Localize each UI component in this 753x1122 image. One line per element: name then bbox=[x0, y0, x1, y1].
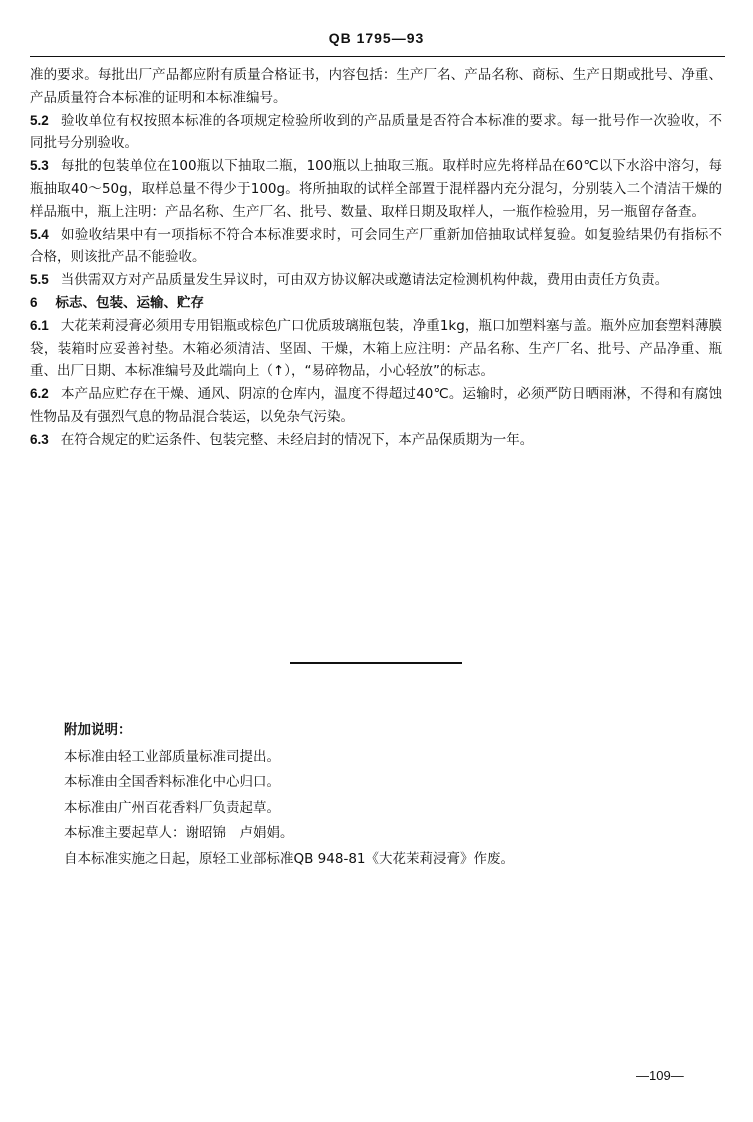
clause-number: 5.3 bbox=[30, 158, 49, 174]
clause-text: 当供需双方对产品质量发生异议时，可由双方协议解决或邀请法定检测机构仲裁，费用由责任方负责。 bbox=[60, 272, 669, 289]
additional-notes bbox=[64, 718, 724, 872]
clause-text: 验收单位有权按照本标准的各项规定检验所收到的产品质量是否符合本标准的要求。每一批号作一次验收，不同批号分别验收。 bbox=[30, 112, 722, 152]
clause-6-3 bbox=[30, 429, 722, 452]
clause-number: 6.3 bbox=[30, 431, 49, 447]
section-6-title bbox=[30, 292, 722, 315]
clause-number: 5.4 bbox=[30, 226, 49, 242]
section-number: 6 bbox=[30, 294, 38, 310]
paragraph-5-1-continued bbox=[30, 64, 722, 110]
notes-title: 附加说明： bbox=[64, 722, 132, 738]
clause-number: 5.5 bbox=[30, 272, 49, 288]
notes-line: 本标准主要起草人：谢昭锦 卢娟娟。 bbox=[64, 825, 294, 841]
notes-line: 本标准由轻工业部质量标准司提出。 bbox=[64, 748, 280, 765]
clause-text: 本产品应贮存在干燥、通风、阴凉的仓库内，温度不得超过40℃。运输时，必须严防日晒雨淋，不得和有腐蚀性物品及有强烈气息的物品混合装运，以免杂气污染。 bbox=[30, 386, 722, 425]
clause-text: 如验收结果中有一项指标不符合本标准要求时，可会同生产厂重新加倍抽取试样复验。如复验结果仍有指标不合格，则该批产品不能验收。 bbox=[30, 226, 722, 266]
clause-number: 6.1 bbox=[30, 317, 49, 333]
clause-number: 6.2 bbox=[30, 386, 49, 402]
page-number: —109— bbox=[636, 1068, 684, 1083]
clause-5-4 bbox=[30, 224, 722, 270]
header-rule bbox=[30, 56, 725, 57]
clause-number: 5.2 bbox=[30, 112, 49, 128]
clause-5-2 bbox=[30, 110, 722, 156]
document-header: QB 1795—93 bbox=[328, 30, 425, 46]
clause-6-2 bbox=[30, 383, 722, 429]
notes-line: 本标准由广州百花香料厂负责起草。 bbox=[64, 799, 280, 816]
clause-5-3 bbox=[30, 155, 722, 223]
notes-line: 本标准由全国香料标准化中心归口。 bbox=[64, 774, 280, 790]
clause-5-5 bbox=[30, 269, 722, 292]
clause-text: 在符合规定的贮运条件、包装完整、未经启封的情况下，本产品保质期为一年。 bbox=[60, 431, 534, 448]
clause-text: 每批的包装单位在100瓶以下抽取二瓶，100瓶以上抽取三瓶。取样时应先将样品在60℃以下水浴中溶匀，每瓶抽取40～50g，取样总量不得少于100g。将所抽取的试样全部置于混样器内充分混匀，分别装入二个清洁干燥的样品瓶中，瓶上注明：产品名称、生产厂名、批号、数量、取样日期及取样人，一瓶作检验用，另一瓶留存备查。 bbox=[30, 158, 722, 220]
body-content bbox=[30, 64, 722, 452]
notes-line: 自本标准实施之日起，原轻工业部标准QB 948-81《大花茉莉浸膏》作废。 bbox=[64, 850, 514, 867]
clause-6-1 bbox=[30, 315, 722, 383]
section-title-text: 标志、包装、运输、贮存 bbox=[55, 294, 205, 311]
clause-text: 大花茉莉浸膏必须用专用铝瓶或棕色广口优质玻璃瓶包装，净重1kg，瓶口加塑料塞与盖。瓶外应加套塑料薄膜袋，装箱时应妥善衬垫。木箱必须清洁、坚固、干燥，木箱上应注明：产品名称、生产厂名、批号、产品净重、瓶重、出厂日期、本标准编号及此端向上（↑），“易碎物品，小心轻放”的标志。 bbox=[30, 317, 722, 380]
end-separator-rule bbox=[290, 662, 462, 664]
paragraph-text: 准的要求。每批出厂产品都应附有质量合格证书，内容包括：生产厂名、产品名称、商标、生产日期或批号、净重、产品质量符合本标准的证明和本标准编号。 bbox=[30, 67, 722, 106]
